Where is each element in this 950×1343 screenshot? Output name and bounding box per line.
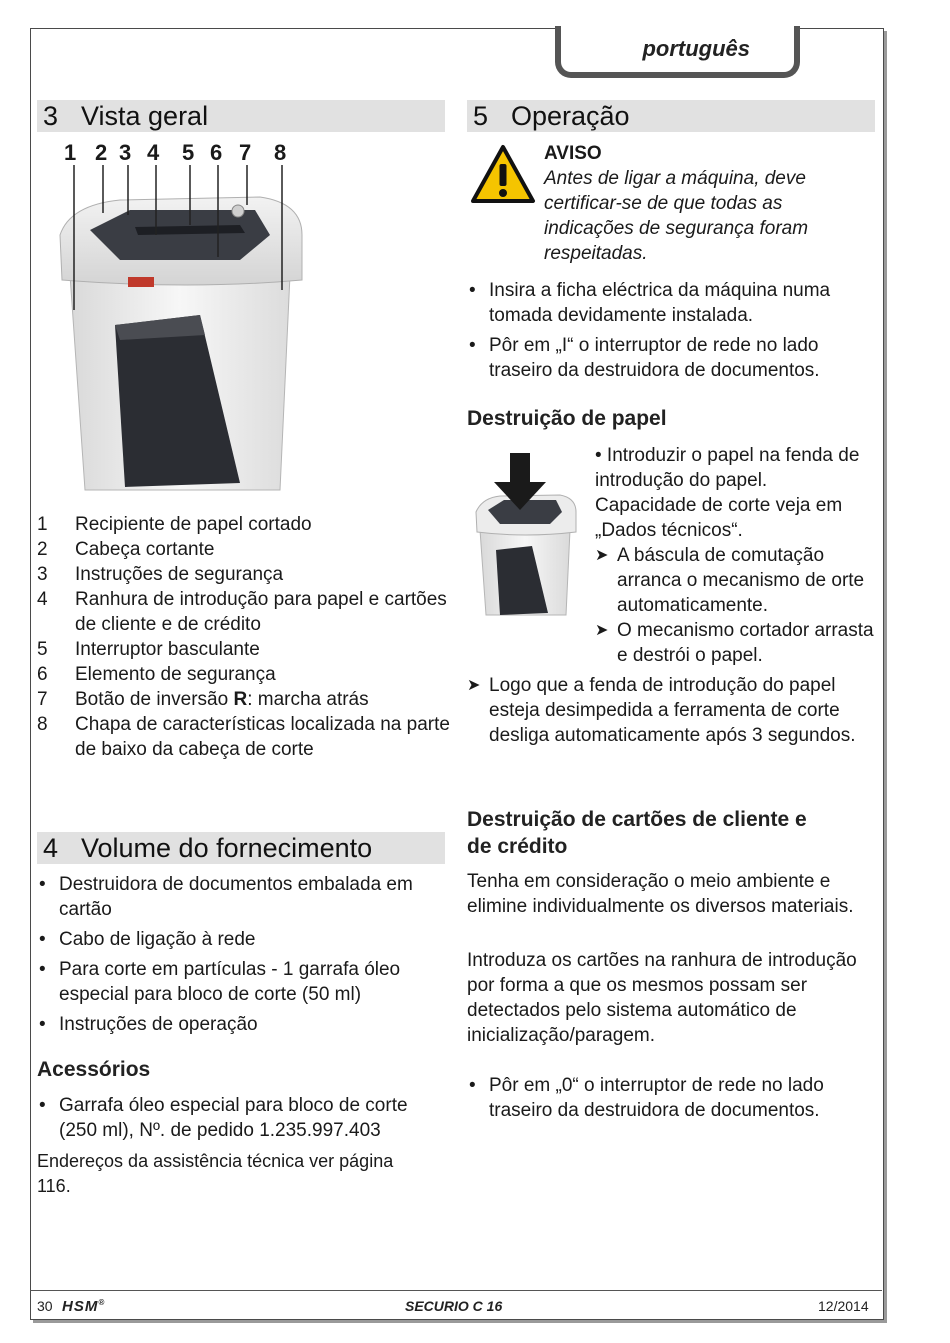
callout-3: 3 [119, 140, 132, 165]
list-item [37, 562, 457, 587]
list-item [37, 712, 457, 762]
part-number: 7 [37, 689, 48, 710]
result-text: A báscula de comutação arranca o mecanismo de orte automaticamente. [617, 545, 865, 616]
language-tab [555, 26, 800, 78]
arrow-right-icon: ➤ [467, 677, 481, 694]
list-item: • Destruidora de documentos embalada em cartão [37, 872, 447, 922]
accessories-heading: Acessórios [37, 1058, 151, 1081]
part-number: 8 [37, 714, 48, 735]
callout-5: 5 [182, 140, 195, 165]
callout-7: 7 [239, 140, 252, 165]
part-number: 6 [37, 664, 48, 685]
part-number: 2 [37, 539, 48, 560]
list-item: • Cabo de ligação à rede [37, 927, 447, 952]
brand-text: HSM [62, 1298, 99, 1315]
part-label: Chapa de características localizada na parte de baixo da cabeça de corte [75, 714, 450, 760]
list-item: • Pôr em „0“ o interruptor de rede no lado traseiro da destruidora de documentos. [467, 1073, 872, 1123]
callout-1: 1 [64, 140, 77, 165]
paper-insert-illustration [470, 450, 582, 620]
warning-title: AVISO [544, 143, 602, 164]
model-name: SECURIO C 16 [405, 1298, 503, 1314]
list-item [37, 537, 457, 562]
part-label: Instruções de segurança [75, 564, 284, 585]
list-item: • Pôr em „I“ o interruptor de rede no lado traseiro da destruidora de documentos. [467, 333, 872, 383]
paper-shredding-heading: Destruição de papel [467, 407, 667, 430]
section-title: Vista geral [81, 101, 209, 131]
part-label: Interruptor basculante [75, 639, 260, 660]
list-item [37, 587, 457, 637]
paper-result-2 [595, 618, 879, 668]
callout-6: 6 [210, 140, 223, 165]
list-item: • Instruções de operação [37, 1012, 447, 1037]
part-label-bold: R [233, 689, 248, 710]
language-label: português [642, 36, 750, 61]
service-note: Endereços da assistência técnica ver página 116. [37, 1151, 394, 1196]
brand-logo: HSM® [62, 1298, 106, 1315]
document-date: 12/2014 [818, 1298, 869, 1314]
list-item: • Garrafa óleo especial para bloco de corte (250 ml), Nº. de pedido 1.235.997.403 [37, 1093, 447, 1143]
delivery-list [37, 872, 447, 1042]
startup-steps [467, 278, 872, 388]
paper-result-1 [595, 543, 879, 618]
section-5-heading [467, 100, 875, 132]
callout-2: 2 [95, 140, 108, 165]
list-item [37, 662, 457, 687]
section-title: Volume do fornecimento [81, 833, 373, 863]
paper-intro: • Introduzir o papel na fenda de introdução do papel. Capacidade de corte veja em „Dados técnicos“. [595, 445, 860, 541]
result-text: Logo que a fenda de introdução do papel esteja desimpedida a ferramenta de corte desliga automaticamente após 3 segundos. [489, 675, 856, 746]
parts-list [37, 512, 457, 762]
callout-8: 8 [274, 140, 287, 165]
arrow-right-icon: ➤ [595, 622, 609, 639]
section-3-heading [37, 100, 445, 132]
cards-paragraph-2: Introduza os cartões na ranhura de introdução por forma a que os mesmos possam ser detectados pelo sistema automático de inicialização/paragem. [467, 950, 857, 1046]
cards-paragraph-1: Tenha em consideração o meio ambiente e elimine individualmente os diversos materiais. [467, 871, 854, 917]
paper-auto-stop [467, 673, 879, 748]
warning-text: Antes de ligar a máquina, deve certificar-se de que todas as indicações de segurança foram respeitadas. [544, 168, 809, 264]
part-label: Cabeça cortante [75, 539, 215, 560]
result-text: O mecanismo cortador arrasta e destrói o papel. [617, 620, 874, 666]
part-label: Ranhura de introdução para papel e cartões de cliente e de crédito [75, 589, 447, 635]
section-4-heading [37, 832, 445, 864]
warning-triangle-icon [470, 144, 536, 204]
footer-divider [30, 1290, 882, 1291]
shredder-overview-illustration [40, 165, 330, 500]
part-number: 1 [37, 514, 48, 535]
arrow-right-icon: ➤ [595, 547, 609, 564]
part-number: 5 [37, 639, 48, 660]
list-item [37, 512, 457, 537]
section-number: 3 [43, 101, 59, 131]
part-number: 3 [37, 564, 48, 585]
accessories-list [37, 1093, 447, 1148]
list-item: • Insira a ficha eléctrica da máquina numa tomada devidamente instalada. [467, 278, 872, 328]
section-number: 4 [43, 833, 59, 863]
callout-4: 4 [147, 140, 160, 165]
section-number: 5 [473, 101, 489, 131]
part-label: Recipiente de papel cortado [75, 514, 312, 535]
card-shredding-heading: Destruição de cartões de cliente e de crédito [467, 808, 807, 858]
list-item: • Para corte em partículas - 1 garrafa óleo especial para bloco de corte (50 ml) [37, 957, 447, 1007]
page-number: 30 [37, 1298, 53, 1314]
part-label: Elemento de segurança [75, 664, 276, 685]
list-item [37, 687, 457, 712]
part-number: 4 [37, 589, 48, 610]
section-title: Operação [511, 101, 630, 131]
part-label: : marcha atrás [247, 689, 369, 710]
list-item [37, 637, 457, 662]
cards-step [467, 1073, 872, 1128]
part-label: Botão de inversão [75, 689, 234, 710]
